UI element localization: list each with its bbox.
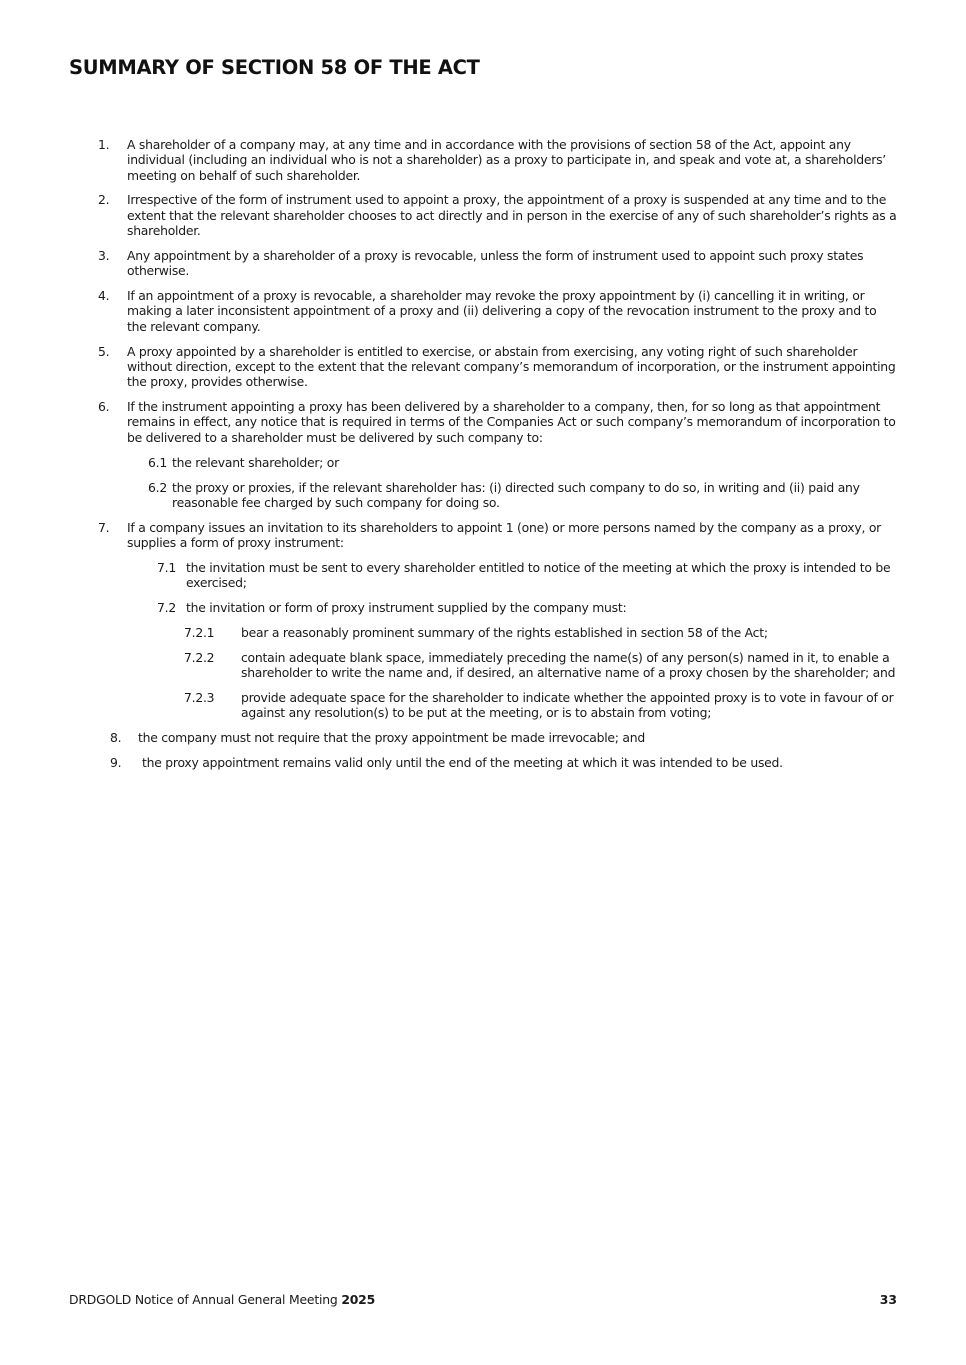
item-text: Irrespective of the form of instrument used to appoint a proxy, the appointment of a proxy is suspended at any time and to the extent that the relevant shareholder chooses to act directly and in person in the exercise of any of such shareholder’s rights as a shareholder. [127, 192, 897, 239]
item-number: 7.2.2 [184, 649, 215, 665]
item-number: 3. [98, 247, 110, 263]
list-item [0, 399, 966, 445]
item-number: 6.2 [148, 479, 167, 495]
sub-list-item [0, 480, 966, 511]
list-item [0, 520, 966, 551]
item-number: 7.2 [157, 600, 176, 616]
item-number: 5. [98, 343, 110, 359]
sub-list-item [0, 455, 966, 470]
item-text: If a company issues an invitation to its shareholders to appoint 1 (one) or more persons named by the company as a proxy, or supplies a form of proxy instrument: [127, 519, 882, 550]
item-number: 7.1 [157, 559, 176, 575]
item-number: 1. [98, 137, 110, 152]
sub-sub-list-item [0, 690, 966, 721]
sub-list-item [0, 560, 966, 591]
item-text: bear a reasonably prominent summary of the rights established in section 58 of the Act; [241, 624, 768, 640]
item-number: 6.1 [148, 454, 167, 470]
list-item [0, 288, 966, 334]
sub-list-item [0, 600, 966, 615]
sub-sub-list-item [0, 650, 966, 681]
list-item [0, 137, 966, 183]
item-number: 9. [110, 755, 122, 771]
list-item [0, 248, 966, 279]
item-text: the proxy appointment remains valid only until the end of the meeting at which it was intended to be used. [142, 755, 783, 771]
item-number: 7.2.1 [184, 624, 215, 640]
item-text: the invitation or form of proxy instrument supplied by the company must: [186, 600, 627, 616]
item-text: the relevant shareholder; or [172, 454, 339, 470]
item-text: provide adequate space for the shareholder to indicate whether the appointed proxy is to vote in favour of or against any resolution(s) to be put at the meeting, or is to abstain from voting; [241, 690, 894, 721]
page-title: SUMMARY OF SECTION 58 OF THE ACT [69, 56, 480, 79]
list-item [0, 730, 966, 745]
item-text: A proxy appointed by a shareholder is entitled to exercise, or abstain from exercising, any voting right of such shareholder without direction, except to the extent that the relevant company’s memorandum of incorporation, or the instrument appointing the proxy, provides otherwise. [127, 343, 896, 390]
footer-year: 2025 [341, 1292, 376, 1307]
item-text: Any appointment by a shareholder of a proxy is revocable, unless the form of instrument used to appoint such proxy states otherwise. [127, 247, 864, 279]
item-number: 7. [98, 519, 110, 535]
sub-sub-list-item [0, 625, 966, 640]
item-text: the company must not require that the proxy appointment be made irrevocable; and [138, 730, 645, 746]
item-number: 6. [98, 399, 110, 415]
section-58-summary [0, 137, 966, 780]
item-text: A shareholder of a company may, at any time and in accordance with the provisions of section 58 of the Act, appoint any individual (including an individual who is not a shareholder) as a proxy to participate in, and speak and vote at, a shareholders’ meeting on behalf of such shareholder. [127, 137, 886, 183]
page-number: 33 [879, 1292, 897, 1307]
item-text: contain adequate blank space, immediately preceding the name(s) of any person(s) named in it, to enable a shareholder to write the name and, if desired, an alternative name of a proxy chosen by the shareholder; and [241, 649, 896, 681]
item-number: 4. [98, 288, 110, 304]
item-number: 7.2.3 [184, 690, 215, 706]
item-text: the proxy or proxies, if the relevant shareholder has: (i) directed such company to do so, in writing and (ii) paid any reasonable fee charged by such company for doing so. [172, 479, 860, 510]
item-number: 8. [110, 730, 122, 746]
item-number: 2. [98, 192, 110, 208]
item-text: If an appointment of a proxy is revocable, a shareholder may revoke the proxy appointment by (i) cancelling it in writing, or making a later inconsistent appointment of a proxy and (ii) delivering a copy of the revocation instrument to the proxy and to the relevant company. [127, 288, 877, 334]
item-text: If the instrument appointing a proxy has been delivered by a shareholder to a company, then, for so long as that appointment remains in effect, any notice that is required in terms of the Companies Act or such company’s memorandum of incorporation to be delivered to a shareholder must be delivered by such company to: [127, 399, 896, 445]
footer-document-name [69, 1292, 375, 1307]
list-item [0, 192, 966, 238]
footer-doc-title: DRDGOLD Notice of Annual General Meeting [69, 1292, 338, 1307]
item-text: the invitation must be sent to every shareholder entitled to notice of the meeting at which the proxy is intended to be exercised; [186, 559, 891, 591]
list-item [0, 344, 966, 390]
list-item [0, 755, 966, 770]
